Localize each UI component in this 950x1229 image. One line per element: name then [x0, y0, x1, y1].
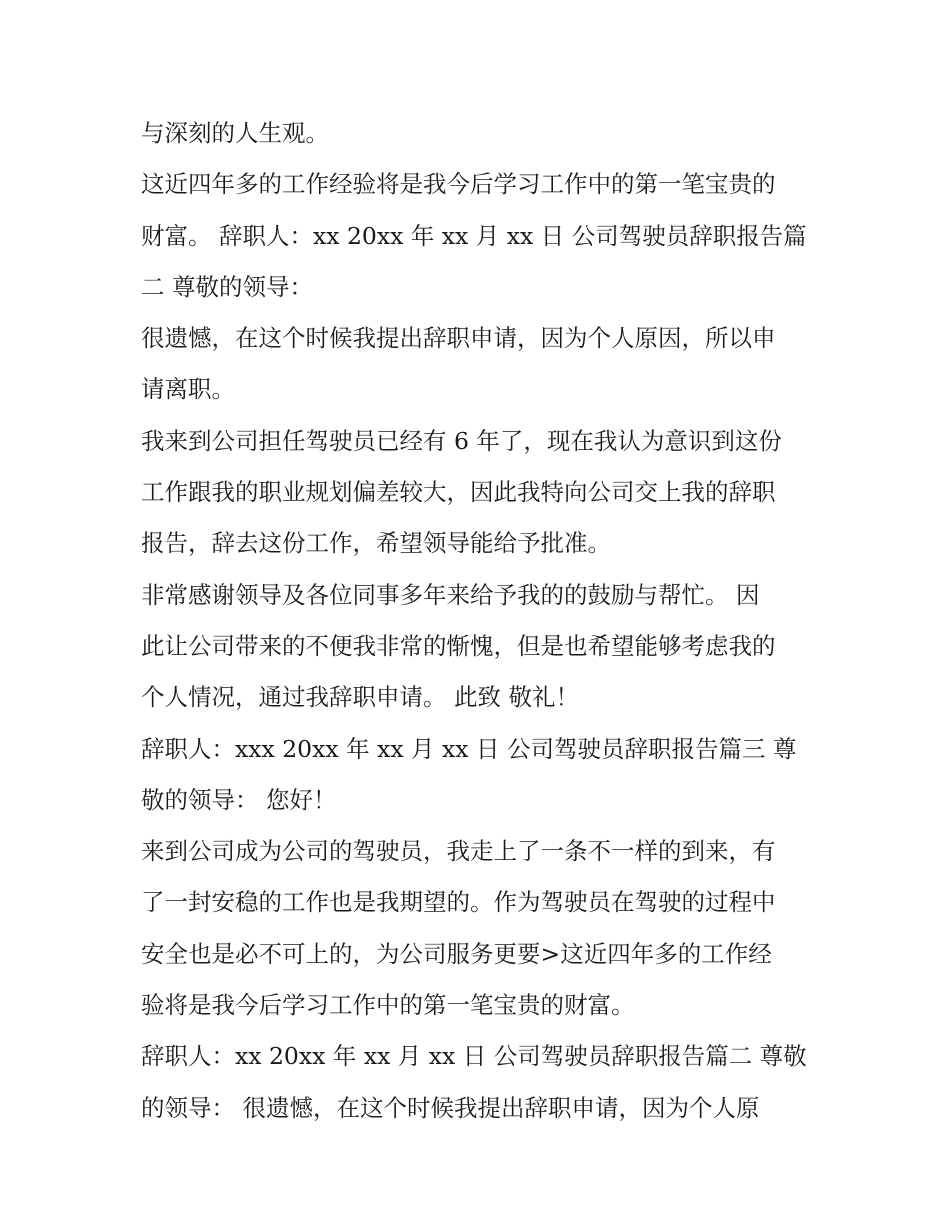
text-line: 很遗憾，在这个时候我提出辞职申请，因为个人原因，所以申: [141, 324, 776, 353]
text-line: 这近四年多的工作经验将是我今后学习工作中的第一笔宝贵的: [141, 170, 776, 199]
text-line: 安全也是必不可上的，为公司服务更要>这近四年多的工作经: [141, 939, 772, 968]
text-line: 此让公司带来的不便我非常的惭愧，但是也希望能够考虑我的: [141, 631, 776, 660]
text-line: 工作跟我的职业规划偏差较大，因此我特向公司交上我的辞职: [141, 478, 776, 507]
document-body: [141, 108, 821, 1134]
text-line: 请离职。: [141, 375, 235, 404]
text-line: 财富。 辞职人：xx 20xx 年 xx 月 xx 日 公司驾驶员辞职报告篇: [141, 221, 807, 250]
text-line: 个人情况，通过我辞职申请。 此致 敬礼！: [141, 683, 579, 712]
text-line: 来到公司成为公司的驾驶员，我走上了一条不一样的到来，有: [141, 837, 776, 866]
text-line: 验将是我今后学习工作中的第一笔宝贵的财富。: [141, 991, 635, 1020]
text-line: 非常感谢领导及各位同事多年来给予我的的鼓励与帮忙。 因: [141, 580, 760, 609]
text-line: 辞职人：xxx 20xx 年 xx 月 xx 日 公司驾驶员辞职报告篇三 尊: [141, 734, 797, 763]
text-line: 敬的领导： 您好！: [141, 785, 337, 814]
text-line: 二 尊敬的领导：: [141, 272, 313, 301]
text-line: 了一封安稳的工作也是我期望的。作为驾驶员在驾驶的过程中: [141, 888, 776, 917]
text-line: 辞职人：xx 20xx 年 xx 月 xx 日 公司驾驶员辞职报告篇二 尊敬: [141, 1042, 807, 1071]
text-line: 的领导： 很遗憾，在这个时候我提出辞职申请，因为个人原: [141, 1093, 760, 1122]
text-line: 与深刻的人生观。: [141, 119, 329, 147]
text-line: 我来到公司担任驾驶员已经有 6 年了，现在我认为意识到这份: [141, 426, 782, 455]
text-line: 报告，辞去这份工作，希望领导能给予批准。: [141, 529, 611, 558]
